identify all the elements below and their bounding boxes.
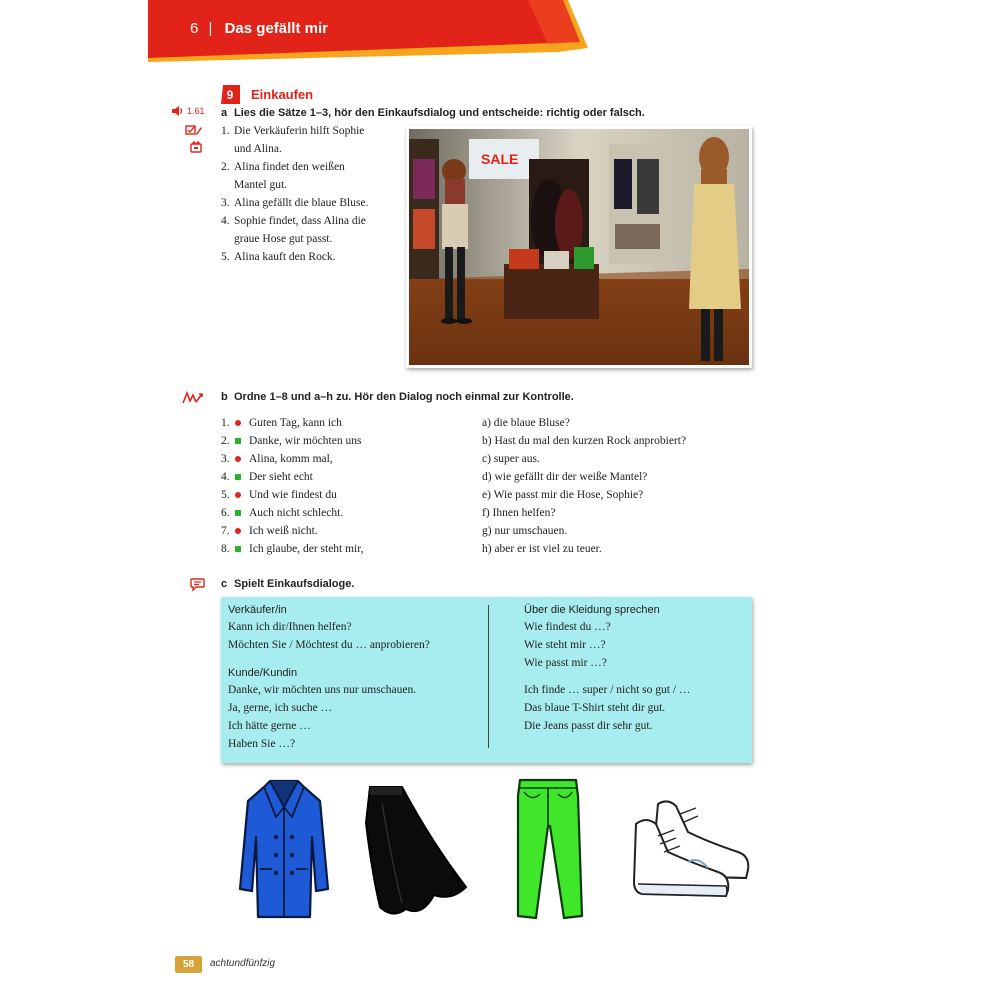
task-a-instruction: Lies die Sätze 1–3, hör den Einkaufsdialog und entscheide: richtig oder falsch. <box>234 107 645 119</box>
statement-text <box>234 122 364 158</box>
phrase-line: Ja, gerne, ich suche … <box>228 702 333 714</box>
statement-line: graue Hose gut passt. <box>234 233 333 245</box>
task-c-letter: c <box>221 578 228 590</box>
phrase-line: Die Jeans passt dir sehr gut. <box>524 720 653 732</box>
list-item <box>221 414 364 432</box>
item-number: 6. <box>221 507 230 519</box>
item-text: Ich glaube, der steht mir, <box>249 543 364 555</box>
green-marker-icon <box>235 438 241 444</box>
item-text: Ich weiß nicht. <box>249 525 318 537</box>
red-marker-icon <box>235 492 241 498</box>
phrase-line: Wie steht mir …? <box>524 639 606 651</box>
section-number: 9 <box>226 88 234 102</box>
item-text: Und wie findest du <box>249 489 337 501</box>
trousers-icon <box>510 776 586 922</box>
phrase-box <box>221 597 752 763</box>
chapter-heading <box>190 20 328 37</box>
list-item: c) super aus. <box>482 453 540 465</box>
column-divider <box>488 605 489 748</box>
phrase-line: Ich hätte gerne … <box>228 720 311 732</box>
item-number: 5. <box>221 489 230 501</box>
statement-number: 4. <box>221 215 230 227</box>
list-item <box>221 486 364 504</box>
video-icon <box>190 141 204 153</box>
task-a-letter: a <box>221 107 228 119</box>
shop-photo <box>406 126 752 368</box>
list-item: b) Hast du mal den kurzen Rock anprobiert? <box>482 435 687 447</box>
phrase-line: Kann ich dir/Ihnen helfen? <box>228 621 352 633</box>
statement-text: Alina kauft den Rock. <box>234 251 336 263</box>
task-b-left-column <box>221 414 364 558</box>
item-text: Der sieht echt <box>249 471 313 483</box>
audio-track-number: 1.61 <box>187 106 205 116</box>
list-item: d) wie gefällt dir der weiße Mantel? <box>482 471 648 483</box>
phrase-line: Wie passt mir …? <box>524 657 607 669</box>
phrase-line: Das blaue T-Shirt steht dir gut. <box>524 702 666 714</box>
task-b-letter: b <box>221 391 228 403</box>
item-number: 7. <box>221 525 230 537</box>
statement-line: Sophie findet, dass Alina die <box>234 215 366 227</box>
task-b-instruction: Ordne 1–8 und a–h zu. Hör den Dialog noch einmal zur Kontrolle. <box>234 391 574 403</box>
phrase-line: Wie findest du …? <box>524 621 611 633</box>
list-item <box>221 122 396 158</box>
list-item: a) die blaue Bluse? <box>482 417 570 429</box>
statement-text <box>234 158 345 194</box>
phrase-line: Haben Sie …? <box>228 738 296 750</box>
sneakers-icon <box>628 796 752 900</box>
green-marker-icon <box>235 546 241 552</box>
workbook-exercise-icon <box>185 124 203 136</box>
list-item: f) Ihnen helfen? <box>482 507 556 519</box>
list-item <box>221 522 364 540</box>
list-item <box>221 432 364 450</box>
item-text: Danke, wir möchten uns <box>249 435 362 447</box>
chapter-separator: | <box>208 20 213 37</box>
seller-heading: Verkäufer/in <box>228 604 287 616</box>
statement-line: Mantel gut. <box>234 179 288 191</box>
skirt-icon <box>362 783 470 919</box>
statement-number: 5. <box>221 251 230 263</box>
list-item <box>221 194 396 212</box>
statement-line: Die Verkäuferin hilft Sophie <box>234 125 365 137</box>
item-number: 1. <box>221 417 230 429</box>
red-marker-icon <box>235 456 241 462</box>
green-marker-icon <box>235 474 241 480</box>
item-text: Guten Tag, kann ich <box>249 417 342 429</box>
speech-bubble-icon <box>190 578 205 592</box>
item-number: 8. <box>221 543 230 555</box>
green-marker-icon <box>235 510 241 516</box>
statement-text <box>234 212 366 248</box>
list-item: e) Wie passt mir die Hose, Sophie? <box>482 489 644 501</box>
section-title: Einkaufen <box>251 87 314 102</box>
list-item: h) aber er ist viel zu teuer. <box>482 543 602 555</box>
phrase-line: Danke, wir möchten uns nur umschauen. <box>228 684 417 696</box>
statement-text: Alina gefällt die blaue Bluse. <box>234 197 369 209</box>
phrase-line: Möchten Sie / Möchtest du … anprobieren? <box>228 639 430 651</box>
page-number: 58 <box>175 956 202 973</box>
audio-track-indicator[interactable] <box>172 106 205 116</box>
speaker-icon <box>172 106 184 116</box>
list-item <box>221 468 364 486</box>
list-item <box>221 158 396 194</box>
item-number: 4. <box>221 471 230 483</box>
statement-number: 1. <box>221 125 230 137</box>
phrase-line: Ich finde … super / nicht so gut / … <box>524 684 691 696</box>
item-text: Alina, komm mal, <box>249 453 333 465</box>
item-number: 2. <box>221 435 230 447</box>
red-marker-icon <box>235 528 241 534</box>
coat-icon <box>238 777 330 923</box>
section-number-badge <box>221 85 240 104</box>
matching-exercise-icon <box>182 391 204 405</box>
statement-number: 3. <box>221 197 230 209</box>
task-c-instruction: Spielt Einkaufsdialoge. <box>234 578 355 590</box>
list-item: g) nur umschauen. <box>482 525 568 537</box>
svg-text:SALE: SALE <box>481 151 519 167</box>
chapter-number: 6 <box>190 20 199 37</box>
item-text: Auch nicht schlecht. <box>249 507 344 519</box>
task-a-statements <box>221 122 396 266</box>
statement-line: Alina findet den weißen <box>234 161 345 173</box>
list-item <box>221 450 364 468</box>
statement-line: und Alina. <box>234 143 282 155</box>
task-b-right-column <box>482 414 686 558</box>
item-number: 3. <box>221 453 230 465</box>
list-item <box>221 248 396 266</box>
list-item <box>221 540 364 558</box>
customer-heading: Kunde/Kundin <box>228 667 298 679</box>
red-marker-icon <box>235 420 241 426</box>
chapter-title: Das gefällt mir <box>224 20 328 37</box>
list-item <box>221 212 396 248</box>
clothing-talk-heading: Über die Kleidung sprechen <box>524 604 660 616</box>
statement-number: 2. <box>221 161 230 173</box>
list-item <box>221 504 364 522</box>
page-number-word: achtundfünfzig <box>210 958 276 969</box>
